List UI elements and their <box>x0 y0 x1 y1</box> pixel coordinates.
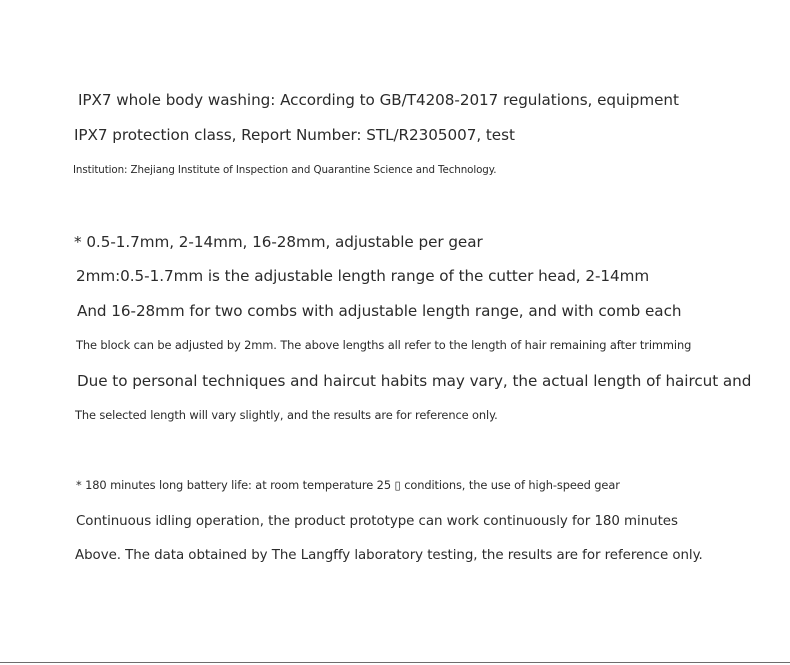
length-line-1: * 0.5-1.7mm, 2-14mm, 16-28mm, adjustable per gear <box>74 233 483 251</box>
battery-line-1: * 180 minutes long battery life: at room temperature 25 ▯ conditions, the use of high-speed gear <box>76 478 620 492</box>
length-line-4: The block can be adjusted by 2mm. The above lengths all refer to the length of hair remaining after trimming <box>76 338 692 352</box>
waterproof-line-2: IPX7 protection class, Report Number: STL/R2305007, test <box>74 126 515 144</box>
length-line-5: Due to personal techniques and haircut habits may vary, the actual length of haircut and <box>77 372 752 390</box>
bottom-divider <box>0 662 790 663</box>
length-line-2: 2mm:0.5-1.7mm is the adjustable length range of the cutter head, 2-14mm <box>76 267 650 285</box>
length-line-6: The selected length will vary slightly, and the results are for reference only. <box>75 408 498 422</box>
length-line-3: And 16-28mm for two combs with adjustable length range, and with comb each <box>77 302 682 320</box>
battery-line-3: Above. The data obtained by The Langffy laboratory testing, the results are for reference only. <box>75 548 703 563</box>
waterproof-line-3: Institution: Zhejiang Institute of Inspection and Quarantine Science and Technology. <box>73 164 497 176</box>
battery-line-2: Continuous idling operation, the product prototype can work continuously for 180 minutes <box>76 514 678 529</box>
waterproof-line-1: IPX7 whole body washing: According to GB/T4208-2017 regulations, equipment <box>78 91 679 109</box>
